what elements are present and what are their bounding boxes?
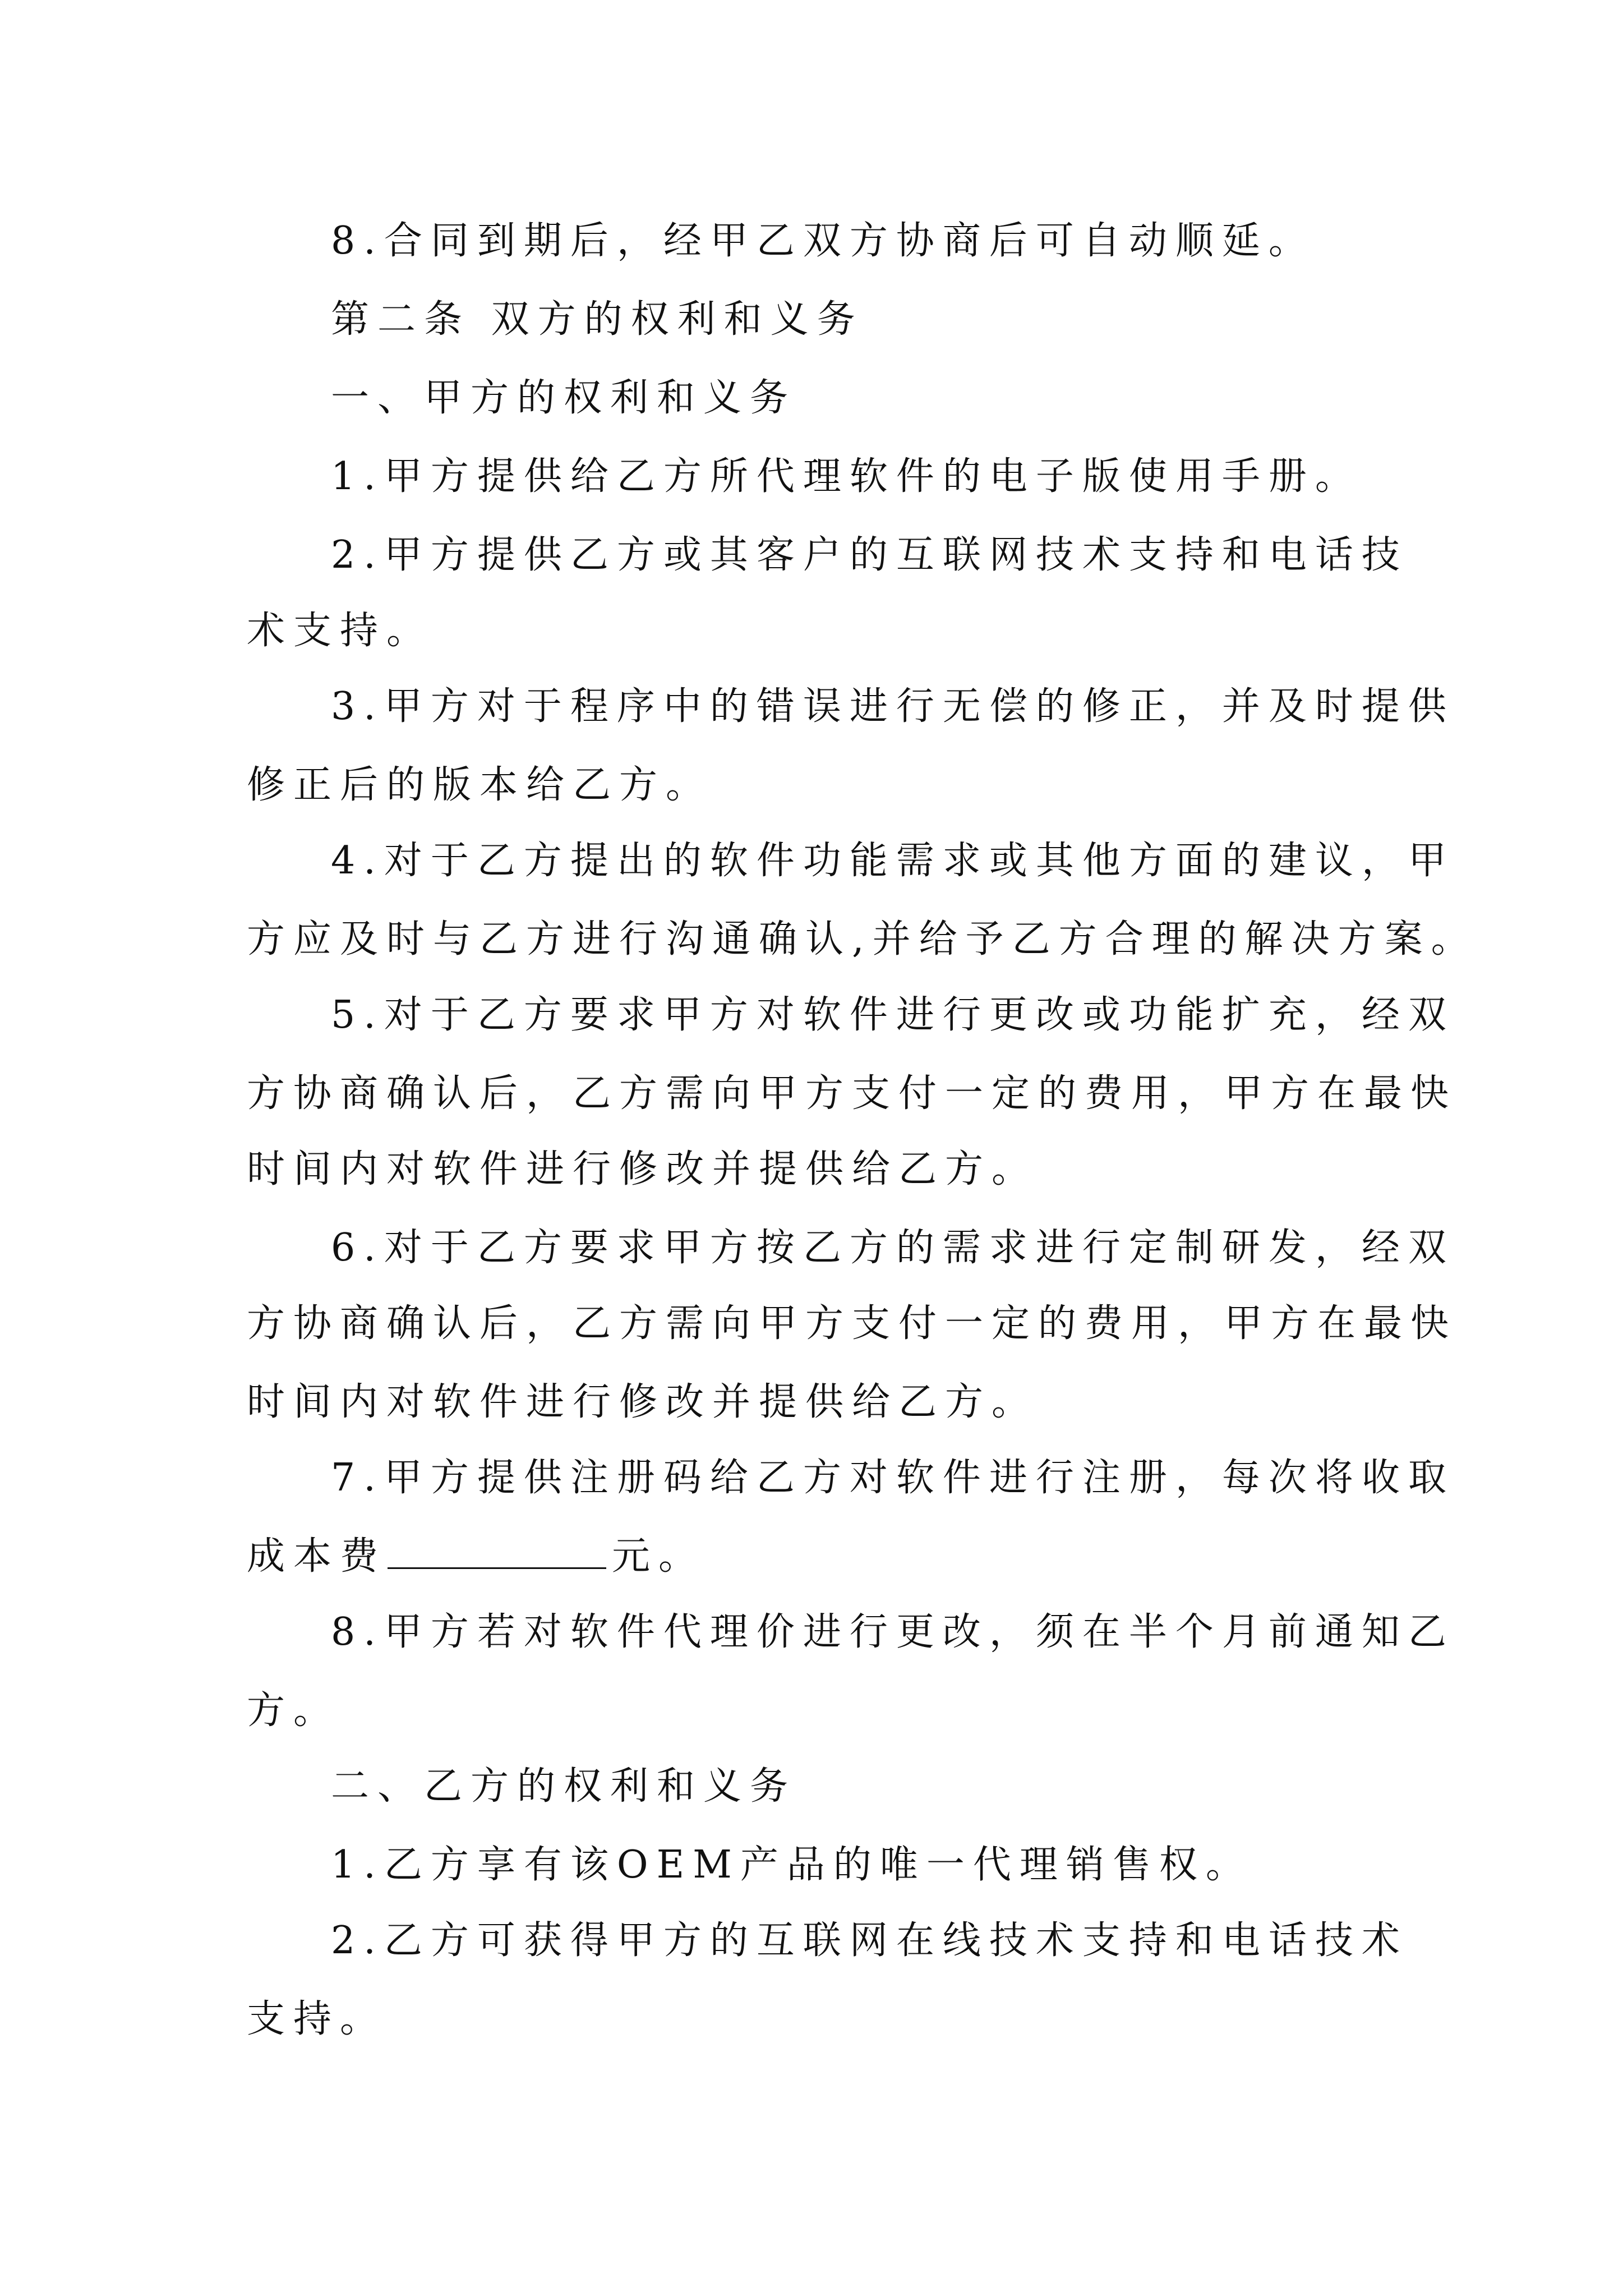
- paragraph-line: 时间内对软件进行修改并提供给乙方。: [247, 1380, 1039, 1424]
- paragraph-line: 2.乙方可获得甲方的互联网在线技术支持和电话技术: [331, 1918, 1408, 1963]
- paragraph-line: 1.乙方享有该OEM产品的唯一代理销售权。: [331, 1843, 1252, 1887]
- paragraph-line: 1.甲方提供给乙方所代理软件的电子版使用手册。: [331, 454, 1362, 499]
- paragraph-line: 3.甲方对于程序中的错误进行无偿的修正，并及时提供: [331, 684, 1455, 729]
- paragraph-line: 时间内对软件进行修改并提供给乙方。: [247, 1147, 1039, 1191]
- paragraph-line: 支持。: [247, 1997, 387, 2041]
- subsection-heading: 二、乙方的权利和义务: [331, 1764, 797, 1809]
- paragraph-line: 7.甲方提供注册码给乙方对软件进行注册，每次将收取: [331, 1456, 1455, 1500]
- subsection-heading: 一、甲方的权利和义务: [331, 376, 797, 420]
- paragraph-line: 2.甲方提供乙方或其客户的互联网技术支持和电话技: [331, 533, 1408, 577]
- paragraph-line: 方协商确认后，乙方需向甲方支付一定的费用，甲方在最快: [247, 1301, 1458, 1346]
- paragraph-line: 6.对于乙方要求甲方按乙方的需求进行定制研发，经双: [331, 1226, 1455, 1270]
- paragraph-line: 方协商确认后，乙方需向甲方支付一定的费用，甲方在最快: [247, 1071, 1458, 1116]
- paragraph-line: 8.合同到期后，经甲乙双方协商后可自动顺延。: [331, 219, 1315, 263]
- cost-label: 成本费: [247, 1534, 387, 1579]
- paragraph-line: 术支持。: [247, 609, 434, 653]
- fill-in-blank: [388, 1535, 606, 1569]
- paragraph-line: 5.对于乙方要求甲方对软件进行更改或功能扩充，经双: [331, 993, 1455, 1037]
- paragraph-line: 修正后的版本给乙方。: [247, 763, 713, 807]
- paragraph-line-with-blank: [247, 1523, 1368, 1590]
- paragraph-line: 4.对于乙方提出的软件功能需求或其他方面的建议，甲: [331, 839, 1455, 883]
- currency-unit: 元。: [612, 1534, 706, 1579]
- paragraph-line: 8.甲方若对软件代理价进行更改，须在半个月前通知乙: [331, 1610, 1455, 1654]
- paragraph-line: 方应及时与乙方进行沟通确认,并给予乙方合理的解决方案。: [247, 917, 1478, 961]
- paragraph-line: 方。: [247, 1688, 340, 1733]
- section-heading: 第二条 双方的权利和义务: [331, 297, 864, 342]
